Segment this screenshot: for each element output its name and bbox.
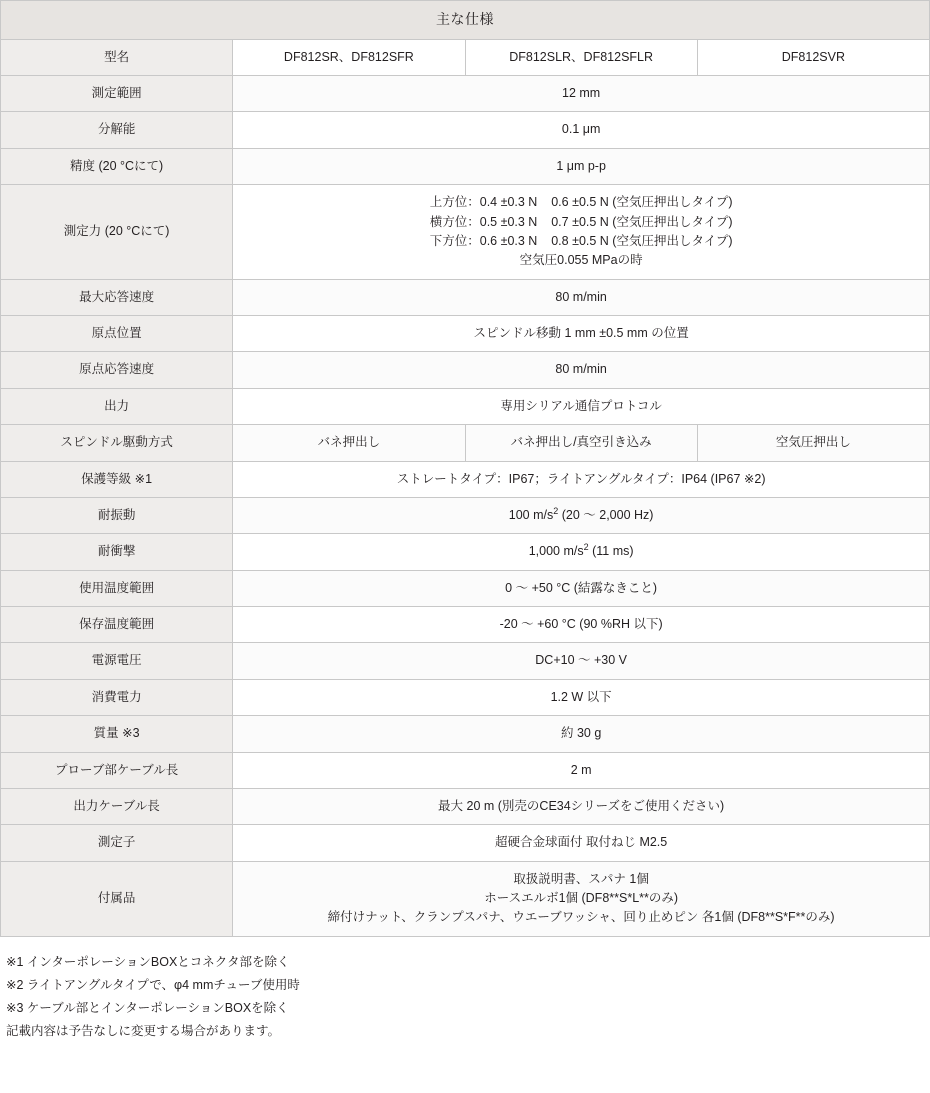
table-row-max-response-speed — [1, 279, 930, 315]
table-row-measuring-force — [1, 185, 930, 280]
footnote-1: ※1 インターポレーションBOXとコネクタ部を除く — [6, 954, 290, 969]
accessory-line-2: ホースエルボ1個 (DF8**S*L**のみ) — [484, 891, 679, 906]
row-value: 80 m/min — [233, 279, 930, 315]
table-row-probe-cable-length — [1, 752, 930, 788]
spindle-cell-2: バネ押出し/真空引き込み — [465, 425, 697, 461]
page-title: 主な仕様 — [1, 1, 930, 40]
row-label: 測定力 (20 °Cにて) — [1, 185, 233, 280]
row-label: 原点応答速度 — [1, 352, 233, 388]
row-value: 最大 20 m (別売のCE34シリーズをご使用ください) — [233, 788, 930, 824]
row-label: 出力 — [1, 388, 233, 424]
row-value: -20 ～ +60 °C (90 %RH 以下) — [233, 607, 930, 643]
table-row-operating-temperature — [1, 570, 930, 606]
row-value-sup — [233, 497, 930, 533]
row-label: 測定範囲 — [1, 76, 233, 112]
table-row-origin-response-speed — [1, 352, 930, 388]
table-row-mass — [1, 716, 930, 752]
table-row-accuracy — [1, 148, 930, 184]
row-value: 12 mm — [233, 76, 930, 112]
row-value: 0.1 μm — [233, 112, 930, 148]
row-label: 原点位置 — [1, 316, 233, 352]
force-line-2: 横方位：0.5 ±0.3 N 0.7 ±0.5 N (空気圧押出しタイプ) — [429, 214, 733, 229]
row-label: スピンドル駆動方式 — [1, 425, 233, 461]
force-line-3: 下方位：0.6 ±0.3 N 0.8 ±0.5 N (空気圧押出しタイプ) — [429, 233, 733, 248]
row-label: 最大応答速度 — [1, 279, 233, 315]
accessory-line-1: 取扱説明書、スパナ 1個 — [513, 871, 649, 886]
table-title-row — [1, 1, 930, 40]
row-value: DC+10 ～ +30 V — [233, 643, 930, 679]
table-row-output-cable-length — [1, 788, 930, 824]
model-cell-3: DF812SVR — [697, 39, 929, 75]
table-row-accessories — [1, 861, 930, 936]
table-row-spindle-drive — [1, 425, 930, 461]
value-post: (11 ms) — [588, 544, 634, 559]
row-value: 1 μm p-p — [233, 148, 930, 184]
footnote-3: ※3 ケーブル部とインターポレーションBOXを除く — [6, 1001, 289, 1016]
table-row-power-consumption — [1, 679, 930, 715]
model-cell-1: DF812SR、DF812SFR — [233, 39, 465, 75]
row-label: 使用温度範囲 — [1, 570, 233, 606]
model-cell-2: DF812SLR、DF812SFLR — [465, 39, 697, 75]
table-row-origin-position — [1, 316, 930, 352]
spindle-cell-3: 空気圧押出し — [697, 425, 929, 461]
force-lines — [430, 193, 733, 251]
row-label: 電源電圧 — [1, 643, 233, 679]
force-line-1: 上方位：0.4 ±0.3 N 0.6 ±0.5 N (空気圧押出しタイプ) — [429, 195, 733, 210]
row-label: プローブ部ケーブル長 — [1, 752, 233, 788]
value-pre: 100 m/s — [508, 507, 554, 522]
value-sup: 2 — [583, 542, 589, 553]
row-label: 精度 (20 °Cにて) — [1, 148, 233, 184]
table-row-output — [1, 388, 930, 424]
row-value: 超硬合金球面付 取付ねじ M2.5 — [233, 825, 930, 861]
force-footer: 空気圧0.055 MPaの時 — [519, 253, 643, 268]
row-label: 消費電力 — [1, 679, 233, 715]
footnotes — [0, 937, 930, 1056]
row-value: 専用シリアル通信プロトコル — [233, 388, 930, 424]
row-label: 保護等級 ※1 — [1, 461, 233, 497]
row-label: 保存温度範囲 — [1, 607, 233, 643]
table-row-protection-class — [1, 461, 930, 497]
row-value: ストレートタイプ：IP67；ライトアングルタイプ：IP64 (IP67 ※2) — [233, 461, 930, 497]
footnote-disclaimer: 記載内容は予告なしに変更する場合があります。 — [6, 1024, 281, 1039]
value-post: (20 ～ 2,000 Hz) — [558, 507, 654, 522]
row-value: 80 m/min — [233, 352, 930, 388]
table-row-supply-voltage — [1, 643, 930, 679]
row-value: 0 ～ +50 °C (結露なきこと) — [233, 570, 930, 606]
spindle-cell-1: バネ押出し — [233, 425, 465, 461]
value-sup: 2 — [553, 505, 559, 516]
row-value: 約 30 g — [233, 716, 930, 752]
table-row-contact-point — [1, 825, 930, 861]
value-pre: 1,000 m/s — [528, 544, 584, 559]
table-row-vibration-resistance — [1, 497, 930, 533]
row-label: 耐衝撃 — [1, 534, 233, 570]
row-value-force — [233, 185, 930, 280]
footnote-2: ※2 ライトアングルタイプで、φ4 mmチューブ使用時 — [6, 977, 300, 992]
row-value: 2 m — [233, 752, 930, 788]
row-label: 質量 ※3 — [1, 716, 233, 752]
table-row-storage-temperature — [1, 607, 930, 643]
accessory-line-3: 締付けナット、クランプスパナ、ウエーブワッシャ、回り止めピン 各1個 (DF8**S*F**のみ) — [327, 910, 835, 925]
row-value: スピンドル移動 1 mm ±0.5 mm の位置 — [233, 316, 930, 352]
row-label: 付属品 — [1, 861, 233, 936]
table-row-model — [1, 39, 930, 75]
row-value: 1.2 W 以下 — [233, 679, 930, 715]
table-row-shock-resistance — [1, 534, 930, 570]
row-value-sup — [233, 534, 930, 570]
row-label: 出力ケーブル長 — [1, 788, 233, 824]
table-row-resolution — [1, 112, 930, 148]
row-label: 型名 — [1, 39, 233, 75]
row-label: 分解能 — [1, 112, 233, 148]
table-row-measuring-range — [1, 76, 930, 112]
row-label: 測定子 — [1, 825, 233, 861]
row-label: 耐振動 — [1, 497, 233, 533]
row-value-accessories — [233, 861, 930, 936]
